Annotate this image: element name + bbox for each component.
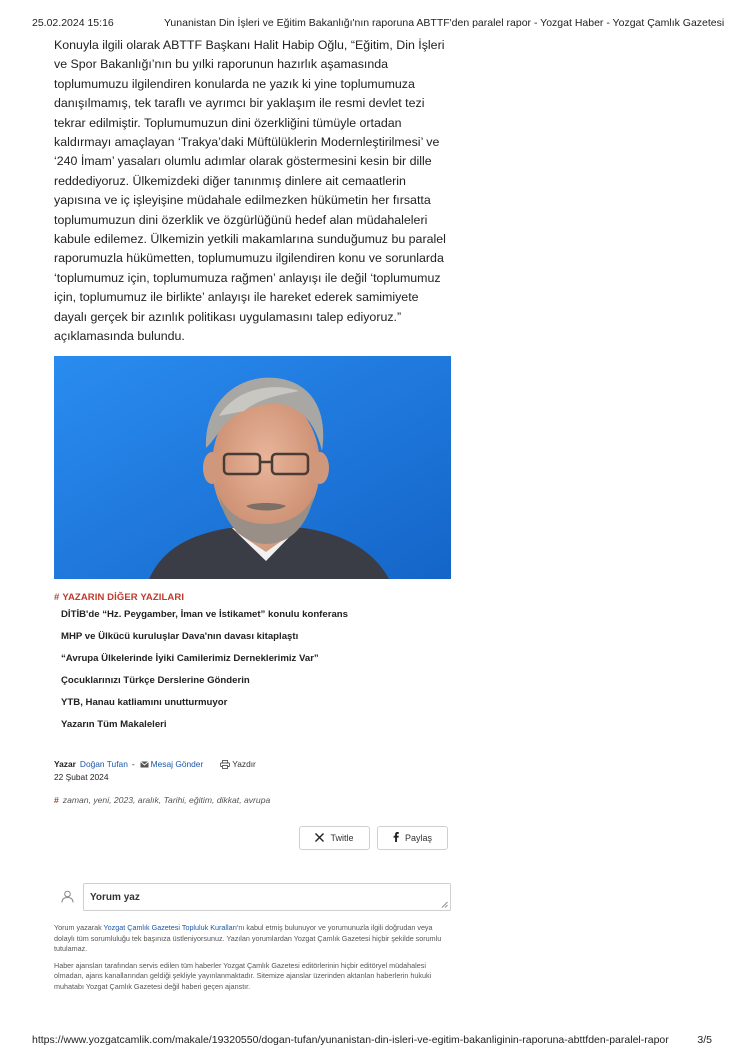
share-facebook-label: Paylaş	[404, 833, 432, 843]
disclaimer-rules-after: 'nı kabul etmiş bulunuyor ve yorumunuzla ilgili doğrudan veya dolaylı tüm sorumluluğu tek başınıza üstleniyorsunuz. Yazılan yorumlardan Yozgat Çamlık Gazetesi hiçbir şekilde sorumlu tutulamaz.	[54, 923, 442, 954]
author-label: Yazar	[54, 759, 76, 769]
printer-icon	[220, 760, 230, 769]
disclaimer-rules-before: Yorum yazarak	[54, 923, 104, 932]
other-post-link[interactable]: YTB, Hanau katliamını unutturmuyor	[61, 697, 228, 708]
comment-placeholder: Yorum yaz	[90, 892, 140, 903]
print-link[interactable]	[220, 759, 256, 769]
other-posts-list	[61, 609, 454, 741]
disclaimer-agency: Haber ajansları tarafından servis edilen tüm haberler Yozgat Çamlık Gazetesi editörlerinin hiçbir editöryel müdahalesi olmadan, ajans kanallarından geldiği şekliyle yayınlanmaktadır. Sitemize ajanslar üzerinden aktarılan haberlerin hukuki muhatabı Yozgat Çamlık Gazetesi değil haberi geçen ajanstır.	[54, 960, 432, 991]
disclaimer-rules	[54, 923, 451, 955]
other-post-link[interactable]: DİTİB'de “Hz. Peygamber, İman ve İstikamet” konulu konferans	[61, 609, 348, 620]
other-post-link[interactable]: “Avrupa Ülkelerinde İyiki Camilerimiz Derneklerimiz Var”	[61, 653, 319, 664]
resize-handle-icon[interactable]	[441, 901, 448, 908]
user-icon	[61, 890, 74, 903]
comment-input[interactable]	[83, 883, 451, 911]
author-photo	[54, 356, 451, 579]
community-rules-link[interactable]: Yozgat Çamlık Gazetesi Topluluk Kuralları	[103, 923, 237, 932]
tag-hash-icon: #	[54, 795, 59, 805]
meta-row	[54, 758, 256, 770]
publish-date: 22 Şubat 2024	[54, 772, 109, 782]
print-page-number: 3/5	[697, 1034, 712, 1046]
comment-section	[54, 883, 451, 911]
share-facebook-button[interactable]	[377, 826, 448, 850]
meta-separator: -	[131, 759, 135, 769]
other-posts-title: YAZARIN DİĞER YAZILARI	[62, 592, 185, 603]
send-message-label: Mesaj Gönder	[150, 759, 204, 769]
article-body: Konuyla ilgili olarak ABTTF Başkanı Halit Habip Oğlu, “Eğitim, Din İşleri ve Spor Bakanlığı’nın bu yılki raporunun hazırlık aşamasında toplumumuzu ilgilendiren konularda ne yazık ki yine toplumumuza danışılmamış, tek taraflı ve ayrımcı bir yaklaşım ile resmi devlet tezi tekrar edilmiştir. Toplumumuzun dini özerkliğini tümüyle ortadan kaldırmayı amaçlayan ‘Trakya’daki Müftülüklerin Modernleştirilmesi’ ve ‘240 İmam’ yasaları olumlu adımlar olarak göstermesini kesin bir dille reddediyoruz. Ülkemizdeki diğer tanınmış dinlere ait cemaatlerin yapısına ve iç işleyişine müdahale edilmezken hükümetin her fırsatta toplumumuzun dini özerklik ve özgürlüğünü hedef alan müdahaleleri kabule edilemez. Ülkemizin yetkili makamlarına sunduğumuz bu paralel raporumuzla hükümetten, toplumumuzu ilgilendiren konu ve sorunlarda ‘toplumumuz için, toplumumuza rağmen’ anlayışı ile değil ‘toplumumuz için, toplumumuz ile birlikte’ anlayışı ile hareket ederek samimiyete dayalı gerçek bir azınlık politikası uygulamasını talep ediyoruz.” açıklamasında bulundu.	[54, 38, 446, 344]
print-url: https://www.yozgatcamlik.com/makale/19320550/dogan-tufan/yunanistan-din-isleri-ve-egitim-bakanliginin-raporuna-abttfden-paralel-rapor	[32, 1034, 669, 1046]
share-buttons	[299, 826, 448, 850]
print-label: Yazdır	[232, 759, 256, 769]
print-datetime: 25.02.2024 15:16	[32, 17, 114, 29]
print-page-title: Yunanistan Din İşleri ve Eğitim Bakanlığı'nın raporuna ABTTF'den paralel rapor - Yozgat Haber - Yozgat Çamlık Gazetesi	[164, 17, 725, 29]
tags-row	[54, 795, 270, 805]
hash-icon: #	[54, 592, 60, 603]
share-twitter-label: Twitle	[330, 833, 354, 843]
other-post-link[interactable]: MHP ve Ülkücü kuruluşlar Dava'nın davası kitaplaştı	[61, 631, 299, 642]
facebook-icon	[393, 832, 399, 844]
tag-list[interactable]: zaman, yeni, 2023, aralık, Tarihi, eğitim, dikkat, avrupa	[62, 795, 271, 805]
share-twitter-button[interactable]	[299, 826, 370, 850]
comment-disclaimer	[54, 923, 451, 993]
all-articles-link[interactable]: Yazarın Tüm Makaleleri	[61, 719, 167, 730]
other-post-link[interactable]: Çocuklarınızı Türkçe Derslerine Gönderin	[61, 675, 250, 686]
author-link[interactable]: Doğan Tufan	[79, 759, 128, 769]
other-posts-heading	[54, 592, 454, 603]
article-meta	[54, 758, 256, 782]
envelope-icon	[140, 761, 149, 768]
author-other-posts	[54, 592, 454, 741]
x-twitter-icon	[315, 833, 324, 844]
send-message-link[interactable]	[140, 759, 204, 769]
print-header	[32, 17, 725, 31]
